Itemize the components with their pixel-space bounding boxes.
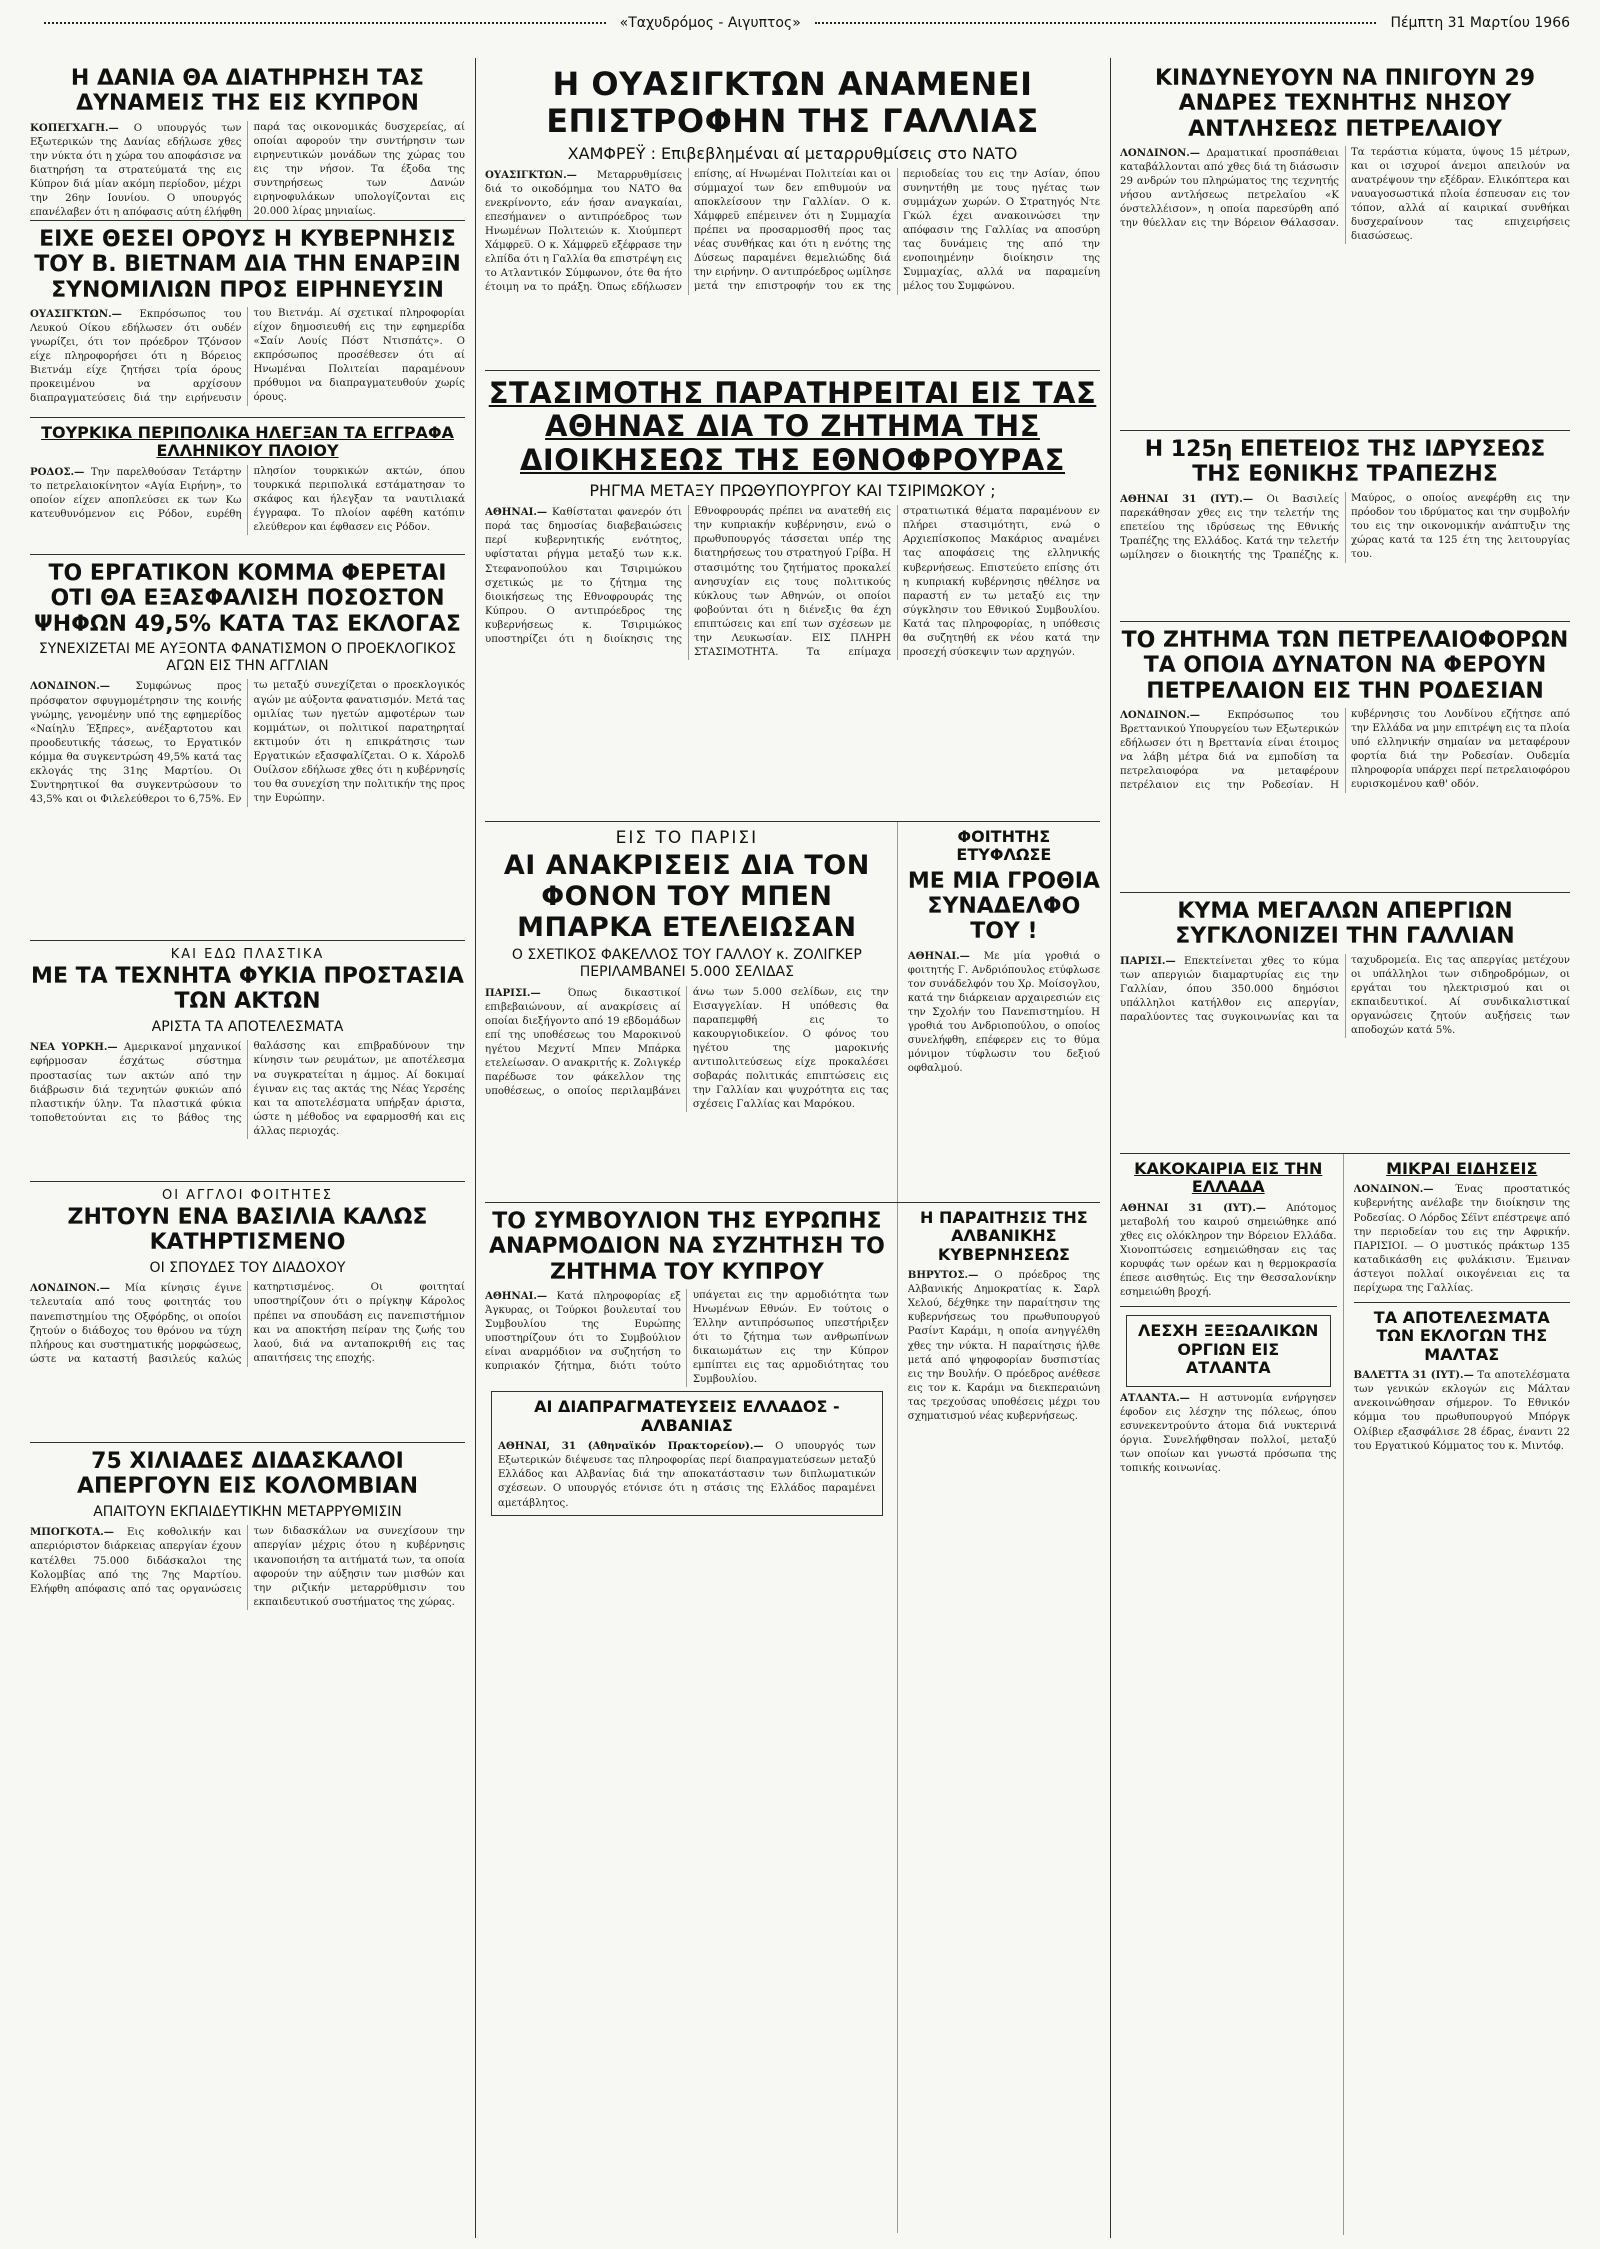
article-body [1120, 708, 1570, 793]
article-body [1120, 954, 1570, 1038]
body-text: Ο υπουργός των Εξωτερικών της Δανίας εδήλωσε χθες την νύκτα ότι η χώρα του αποφάσισε να διατηρήση τα στρατεύματά της εις Κύπρον διά μίαν ακόμη περίοδον, μέχρι την 26ην Ιουνίου. Ο υπουργός επανέλαβεν ότι η απόφασις αύτη έλήφθη παρά τας οικονομικάς δυσχερείας, αί οποίαι αφορούν την συντήρησιν των ειρηνευτικών μονάδων της χώρας του εις την νήσον. Τα έξοδα της συντηρήσεως των Δανών ειρηνοφυλάκων υπολογίζονται εις 20.000 λίρας μηνιαίως. [30, 121, 465, 219]
article-body [1120, 146, 1570, 245]
body-text: Δραματικαί προσπάθειαι καταβάλλονται από χθες διά τη διάσωσιν 29 ανδρών του πληρώματος της τεχνητής νήσου αντλήσεως πετρελαίου «Κ όνστελλέισον», η οποία παρεσύρθη από την θύελλαν εις την Βόρειον Θάλασσαν. Τα τεράστια κύματα, ύψους 15 μέτρων, και οι ισχυροί άνεμοι απειλούν να ανατρέψουν την εξέδραν. Ελικόπτερα και ναυαγοσωστικά πλοία έσπευσαν εις τον τόπον, αλλά αί καιρικαί συνθήκαι δυσχεραίνουν τας επιχειρήσεις διασώσεως. [1120, 146, 1570, 243]
body-text: Τα αποτελέσματα των γενικών εκλογών εις Μάλταν ανεκοινώθησαν σήμερον. Το Εθνικόν κόμμα του πρωθυπουργού Μπόργκ Ολίβιερ εξασφάλισε 28 έδρας, έναντι 22 του Εργατικού Κόμματος του κ. Μιντόφ. [1353, 1370, 1570, 1452]
dateline: ΑΤΛΑΝΤΑ.— [1120, 1391, 1190, 1404]
article-body [30, 307, 465, 407]
article-body [485, 505, 1100, 660]
headline: ΛΕΣΧΗ ΞΕΞΩΑΛΙΚΩΝ ΟΡΓΙΩΝ ΕΙΣ ΑΤΛΑΝΤΑ [1138, 1321, 1319, 1378]
headline: ΤΑ ΑΠΟΤΕΛΕΣΜΑΤΑ ΤΩΝ ΕΚΛΟΓΩΝ ΤΗΣ ΜΑΛΤΑΣ [1373, 1308, 1550, 1364]
article-national-bank [1120, 431, 1570, 622]
column-divider [475, 58, 476, 2238]
article-washington-france [485, 60, 1100, 371]
headline: ΑΙ ΑΝΑΚΡΙΣΕΙΣ ΔΙΑ ΤΟΝ ΦΟΝΟΝ ΤΟΥ ΜΠΕΝ ΜΠΑΡΚΑ ΕΤΕΛΕΙΩΣΑΝ [503, 850, 870, 944]
article-france-strikes [1120, 893, 1570, 1154]
article-council-of-europe [485, 1203, 898, 2233]
article-denmark-cyprus [30, 60, 465, 221]
dateline: ΟΥΑΣΙΓΚΤΩΝ.— [30, 307, 122, 320]
deck: ΡΗΓΜΑ ΜΕΤΑΞΥ ΠΡΩΘΥΠΟΥΡΓΟΥ ΚΑΙ ΤΣΙΡΙΜΩΚΟΥ ; [589, 481, 996, 501]
headline: ΜΕ ΤΑ ΤΕΧΝΗΤΑ ΦΥΚΙΑ ΠΡΟΣΤΑΣΙΑ ΤΩΝ ΑΚΤΩΝ [31, 964, 464, 1015]
dateline: ΝΕΑ ΥΟΡΚΗ.— [30, 1041, 118, 1054]
article-short-news [1354, 1154, 1571, 1303]
article-student-blinded [908, 822, 1100, 1202]
deck: ΣΥΝΕΧΙΖΕΤΑΙ ΜΕ ΑΥΞΟΝΤΑ ΦΑΝΑΤΙΣΜΟΝ Ο ΠΡΟΕΚΛΟΓΙΚΟΣ ΑΓΩΝ ΕΙΣ ΤΗΝ ΑΓΓΛΙΑΝ [38, 640, 457, 674]
body-text: Μία κίνησις έγινε τελευταία από τους φοιτητάς του πανεπιστημίου της Οξφόρδης, οι οποίοι ζητούν ο διάδοχος του θρόνου να τύχη πλήρους και συστηματικής μορφώσεως, ώστε να καταστή βασιλεύς καλώς κατηρτισμένος. Οι φοιτηταί υποστηρίζουν ότι ο πρίγκηψ Κάρολος πρέπει να σπουδάση εις πανεπιστήμιον και να αποκτήση πείραν της ζωής του λαού, διά να ανταποκριθή εις τας απαιτήσεις της εποχής. [30, 1282, 465, 1365]
sub-dateline: ΑΘΗΝΑΙ, 31 (Αθηναϊκόν Πρακτορείον).— [498, 1440, 764, 1453]
subcolumn-left [1120, 1154, 1344, 2235]
dotted-rule [44, 22, 606, 24]
article-ben-barka [485, 822, 898, 1202]
dateline: ΜΠΟΓΚΟΤΑ.— [30, 1526, 114, 1539]
article-body [1120, 492, 1570, 563]
article-labour-party [30, 555, 465, 941]
article-english-students [30, 1182, 465, 1443]
subcolumn-right [1354, 1154, 1571, 2235]
article-body [30, 1525, 465, 1609]
masthead [30, 12, 1570, 34]
headline: ΤΟΥΡΚΙΚΑ ΠΕΡΙΠΟΛΙΚΑ ΗΛΕΓΞΑΝ ΤΑ ΕΓΓΡΑΦΑ ΕΛΛΗΝΙΚΟΥ ΠΛΟΙΟΥ [41, 423, 454, 461]
masthead-title: «Ταχυδρόμος - Αιγυπτος» [619, 15, 801, 31]
deck: ΧΑΜΦΡΕΫ : Επιβεβλημέναι αί μεταρρυθμίσεις στο ΝΑΤΟ [567, 143, 1018, 163]
body-text: Καθίσταται φανερόν ότι πορά τας δημοσίας διαβεβαιώσεις περί κυβερνητικής ενότητος, υφίσταται ρήγμα μεταξύ των κ.κ. Στεφανοπούλου και Τσιριμώκου σχετικώς με το ζήτημα της διοικήσεως της Εθνοφρουράς της Κύπρου. Ο αντιπρόεδρος της κυβερνήσεως κ. Τσιριμώκος υποστηρίζει ότι η διοίκησις της Εθνοφρουράς πρέπει να ανατεθή εις την κυπριακήν κυβέρνησιν, ενώ ο πρωθυπουργός τάσσεται υπέρ της διατηρήσεως του στρατηγού Γρίβα. Η στασιμότης του ζητήματος προκαλεί ανησυχίαν εις τους πολιτικούς κύκλους των Αθηνών, οι οποίοι φοβούνται ότι η διένεξις θα έχη επιπτώσεις και επί των σχέσεων με την Λευκωσίαν. ΕΙΣ ΠΛΗΡΗ ΣΤΑΣΙΜΟΤΗΤΑ. Τα επίμαχα στρατιωτικά θέματα παραμένουν εν πλήρει στασιμότητι, ενώ ο Αρχιεπίσκοπος Μακάριος αναμένει τας αποφάσεις της ελληνικής κυβερνήσεως. Επιστεύετο επίσης ότι η κυπριακή κυβέρνησις ηθέλησε να παραστή εν τω μεταξύ εις την σύγκλησιν του Εθνικού Συμβουλίου. Κατά τας πληροφορίας, η υπόθεσις θα συζητηθή εκ νέου κατά την προσεχή σύσκεψιν των αρχηγών. [485, 506, 1100, 658]
article-malta-elections [1354, 1303, 1571, 1460]
body-text: Εις κοθολικήν και απεριόριστον διάρκειας απεργίαν έχουν κατέλθει 75.000 διδάσκαλοι της Κολομβίας από της 7ης Μαρτίου. Ελήφθη απόφασις από τας οργανώσεις των διδασκάλων να συνεχίσουν την απεργίαν μέχρις ότου η κυβέρνησις ικανοποιήση τα αιτήματά των, τα οποία αφορούν την αύξησιν των μισθών και την ριζικήν μεταρρύθμισιν του εκπαιδευτικού συστήματος της χώρας. [30, 1526, 465, 1608]
dotted-rule [815, 22, 1377, 24]
row-right-bottom [1120, 1154, 1570, 2235]
dateline: ΑΘΗΝΑΙ 31 (ΙΥΤ).— [1120, 1201, 1267, 1214]
headline: ΤΟ ΣΥΜΒΟΥΛΙΟΝ ΤΗΣ ΕΥΡΩΠΗΣ ΑΝΑΡΜΟΔΙΟΝ ΝΑ ΣΥΖΗΤΗΣΗ ΤΟ ΖΗΤΗΜΑ ΤΟΥ ΚΥΠΡΟΥ [488, 1209, 885, 1285]
article-oil-tankers-rhodesia [1120, 622, 1570, 893]
body-text: Ένας προστατικός κυβερνήτης ανέλαβε την διοίκησιν της Ροδεσίας. Ο Λόρδος Σέϊντ επέστρεψε από την περιοδείαν του εις την Αφρικήν. ΠΑΡΙΣΙΟΙ. — Ο μυστικός πράκτωρ 135 καταδικάσθη εις φυλάκισιν. Έμειναν άστεγοι πολλαί οικογένειαι εις τα περίχωρα της Γαλλίας. [1353, 1184, 1570, 1294]
row-paris-student [485, 822, 1100, 1203]
dateline: ΛΟΝΔΙΝΟΝ.— [30, 1282, 110, 1295]
article-body [1354, 1368, 1571, 1453]
article-lebanon-government [908, 1203, 1100, 2233]
dateline: ΑΘΗΝΑΙ.— [485, 506, 548, 519]
article-body [30, 1040, 465, 1139]
article-body [908, 949, 1100, 1077]
sub-article-greece-albania [491, 1391, 883, 1515]
dateline: ΛΟΝΔΙΝΟΝ.— [1120, 708, 1200, 721]
column-right [1120, 60, 1570, 2235]
article-body [1120, 1201, 1337, 1301]
dateline: ΛΟΝΔΙΝΟΝ.— [30, 680, 110, 693]
headline: ΖΗΤΟΥΝ ΕΝΑ ΒΑΣΙΛΙΑ ΚΑΛΩΣ ΚΑΤΗΡΤΙΣΜΕΝΟ [67, 1205, 428, 1256]
body-text: Ο πρόεδρος της Αλβανικής Δημοκρατίας κ. Σαρλ Χελού, δέχθηκε την παραίτησιν της κυβερνήσεως του πρωθυπουργού Ρασίντ Καράμι, η οποία ανηγγέλθη χθες την νύκτα. Η παραίτησις ήλθε μετά από ψηφοφορίαν δυσπιστίας εις την Βουλήν. Ο πρόεδρος ανέθεσε εις τον κ. Καράμι να διεκπεραιώνη τας τρεχούσας υποθέσεις μέχρι του σχηματισμού νέας κυβερνήσεως. [907, 1270, 1100, 1422]
row-council-lebanon [485, 1203, 1100, 2233]
body-text: Απότομος μεταβολή του καιρού σημειώθηκε από χθες εις ολόκληρον την Βόρειον Ελλάδα. Χιονοπτώσεις εσημειώθησαν εις τας κορυφάς των ορέων και η θερμοκρασία έπεσε αισθητώς. Εις την Θεσσαλονίκην εσημειώθη βροχή. [1120, 1202, 1337, 1299]
body-text: Συμφώνως προς πρόσφατον σφυγμομέτρησιν της κοινής γνώμης, γενομένην υπό της εφημερίδος «Ναίηλυ Έξπρες», ανέξαρτοτου και προοδευτικής τάσεως, το Εργατικόν κόμμα θα συγκεντρώση 49,5% κατά τας εκλογάς της 31ης Μαρτίου. Οι Συντηρητικοί θα συγκεντρώσουν το 43,5% και οι Φιλελεύθεροι το 6,75%. Εν τω μεταξύ συνεχίζεται ο προεκλογικός αγών με αύξοντα φανατισμόν. Μετά τας ομιλίας των ηγετών αμφοτέρων των κομμάτων, οι πολιτικοί παρατηρηταί εκτιμούν ότι η επικράτησις των Εργατικών εξασφαλίζεται. Ο κ. Χάρολδ Ουίλσον εδήλωσε χθες ότι η κυβέρνησίς του θα συνεχίση την πολιτικήν της προς την Ευρώπην. [30, 680, 465, 806]
body-text: Οι Βασιλείς παρεκάθησαν χθες εις την τελετήν της επετείου της ιδρύσεως της Εθνικής Τραπέζης της Ελλάδος. Κατά την τελετήν ωμίλησεν ο διοικητής της Τραπέζης κ. Μαύρος, ο οποίος ανεφέρθη εις την πρόοδον του ιδρύματος και την συμβολήν του εις την οικονομικήν ανάπτυξιν της χώρας κατά τα 125 έτη της λειτουργίας του. [1120, 492, 1570, 561]
dateline: ΟΥΑΣΙΓΚΤΩΝ.— [485, 168, 577, 181]
article-national-guard [485, 371, 1100, 822]
body-text: Μεταρρυθμίσεις διά το οικοδόμημα του ΝΑΤΟ θα ενεκρίνοντο, εάν ήσαν αναγκαίαι, επεσήμανεν ο αντιπρόεδρος των Ηνωμένων Πολιτειών κ. Χιούμπερτ Χάμφρεϋ. Ο κ. Χάμφρεϋ εξέφρασε την ελπίδα ότι η Γαλλία θα επιστρέψη εις το Ατλαντικόν Σύμφωνον, ότε θα ήτο έτοιμη να το πράξη. Όπως εδήλωσεν επίσης, αί Ηνωμέναι Πολιτείαι και οι σύμμαχοί των δεν επιθυμούν να αποκλείσουν την Γαλλίαν. Ο κ. Χάμφρεϋ επέμεινεν ότι η Συμμαχία πρέπει να προσαρμοσθή προς τας νέας συνθήκας και ότι η ενότης της Δύσεως παραμένει θεμελιώδης διά την ειρήνην. Ο αντιπρόεδρος ωμίλησε μετά την επιστροφήν του εκ της περιοδείας του εις την Ασίαν, όπου συνηντήθη με τους ηγέτας των συμμάχων χωρών. Ο Στρατηγός Ντε Γκώλ έχει ανακοινώσει την απόφασιν της Γαλλίας να αποσύρη τας δυνάμεις της από την ενοποιημένην διοίκησιν της Συμμαχίας, αλλά να παραμείνη μέλος του Συμφώνου. [485, 168, 1100, 294]
article-body [485, 168, 1100, 296]
dateline: ΡΟΔΟΣ.— [30, 465, 85, 478]
dateline: ΑΘΗΝΑΙ.— [485, 1289, 548, 1302]
dateline: ΑΘΗΝΑΙ 31 (ΙΥΤ).— [1120, 492, 1254, 505]
kicker: ΦΟΙΤΗΤΗΣ ΕΤΥΦΛΩΣΕ [956, 827, 1052, 865]
headline: Η ΠΑΡΑΙΤΗΣΙΣ ΤΗΣ ΑΛΒΑΝΙΚΗΣ ΚΥΒΕΡΝΗΣΕΩΣ [920, 1208, 1088, 1264]
headline: ΚΙΝΔΥΝΕΥΟΥΝ ΝΑ ΠΝΙΓΟΥΝ 29 ΑΝΔΡΕΣ ΤΕΧΝΗΤΗΣ ΝΗΣΟΥ ΑΝΤΛΗΣΕΩΣ ΠΕΤΡΕΛΑΙΟΥ [1154, 66, 1536, 142]
dateline: ΠΑΡΙΣΙ.— [485, 986, 541, 999]
dateline: ΒΑΛΕΤΤΑ 31 (ΙΥΤ).— [1353, 1369, 1474, 1382]
article-body [30, 679, 465, 807]
dateline: ΚΟΠΕΓΧΑΓΗ.— [30, 121, 119, 134]
article-atlanta-club [1120, 1307, 1337, 1482]
article-body [1120, 1391, 1337, 1476]
headline: Η 125η ΕΠΕΤΕΙΟΣ ΤΗΣ ΙΔΡΥΣΕΩΣ ΤΗΣ ΕΘΝΙΚΗΣ ΤΡΑΠΕΖΗΣ [1144, 437, 1546, 488]
body-text: Εκπρόσωπος του Βρεττανικού Υπουργείου των Εξωτερικών εδήλωσεν ότι η Βρεττανία είναι έτοιμος να λάβη μέτρα διά να εμποδίση τα πετρελαιοφόρα να μεταφέρουν πετρέλαιον εις την Ροδεσίαν. Η κυβέρνησις του Λονδίνου εζήτησε από την Ελλάδα να μην επιτρέψη εις τα πλοία υπό ελληνικήν σημαίαν να μεταφέρουν φορτία διά την Ροδεσίαν. Ουδεμία πληροφορία υπάρχει περί πετρελαιοφόρου ευρισκομένου καθ' οδόν. [1120, 708, 1570, 792]
body-text: Αμερικανοί μηχανικοί εφήρμοσαν έσχάτως σύστημα προστασίας των ακτών από την διάβρωσιν διά τεχνητών φυκιών από πλαστικήν ύλην. Τα πλαστικά φύκια τοποθετούνται εις το βάθος της θαλάσσης και επιβραδύνουν την κίνησιν των ρευμάτων, με αποτέλεσμα να συγκρατείται η άμμος. Αί δοκιμαί έγιναν εις τας ακτάς της Νέας Υερσέης και τα αποτελέσματα υπήρξαν άριστα, ώστε η μέθοδος να εφαρμοσθή και εις άλλας περιοχάς. [30, 1041, 465, 1137]
body-text: Η αστυνομία ενήργησεν έφοδον εις λέσχην της πόλεως, όπου εσυνεκεντρούντο άτομα διά νυκτερινά όργια. Συνελήφθησαν πολλοί, μεταξύ των οποίων και γνωστά πρόσωπα της τοπικής κοινωνίας. [1120, 1392, 1337, 1474]
dateline: ΛΟΝΔΙΝΟΝ.— [1353, 1183, 1434, 1196]
kicker: ΟΙ ΑΓΓΛΟΙ ΦΟΙΤΗΤΕΣ [161, 1188, 334, 1203]
kicker: ΚΑΙ ΕΔΩ ΠΛΑΣΤΙΚΑ [170, 947, 325, 962]
headline-box [1126, 1315, 1331, 1386]
deck: ΑΠΑΙΤΟΥΝ ΕΚΠΑΙΔΕΥΤΙΚΗΝ ΜΕΤΑΡΡΥΘΜΙΣΙΝ [93, 1503, 402, 1520]
body-text: Εκπρόσωπος του Λευκού Οίκου εδήλωσεν ότι ουδέν γνωρίζει, ότι τον πρόεδρον Τζόνσον είχε πληροφορήσει ότι η Βόρειος Βιετνάμ είχε ζητήσει τρία όρους προκειμένου να αρχίσουν διαπραγματεύσεις διά την ειρήνευσιν του Βιετνάμ. Αί σχετικαί πληροφορίαι είχον δημοσιευθή εις την εφημερίδα «Σαίν Λουίς Πόστ Ντισπάτς». Ο εκπρόσωπος προσέθεσεν ότι αί Ηνωμέναι Πολιτείαι παραμένουν πρόθυμοι να διαπραγματευθούν χωρίς όρους. [30, 307, 465, 405]
article-oil-rig [1120, 60, 1570, 431]
headline: ΚΥΜΑ ΜΕΓΑΛΩΝ ΑΠΕΡΓΙΩΝ ΣΥΓΚΛΟΝΙΖΕΙ ΤΗΝ ΓΑΛΛΙΑΝ [1175, 899, 1515, 950]
dateline: ΒΗΡΥΤΟΣ.— [907, 1269, 979, 1282]
headline: ΤΟ ΕΡΓΑΤΙΚΟΝ ΚΟΜΜΑ ΦΕΡΕΤΑΙ ΟΤΙ ΘΑ ΕΞΑΣΦΑΛΙΣΗ ΠΟΣΟΣΤΟΝ ΨΗΦΩΝ 49,5% ΚΑΤΑ ΤΑΣ ΕΚΛΟΓΑΣ [34, 561, 461, 637]
headline: ΚΑΚΟΚΑΙΡΙΑ ΕΙΣ ΤΗΝ ΕΛΛΑΔΑ [1134, 1159, 1323, 1197]
article-body [908, 1268, 1100, 1424]
headline: ΜΕ ΜΙΑ ΓΡΟΘΙΑ ΣΥΝΑΔΕΛΦΟ ΤΟΥ ! [907, 868, 1100, 945]
article-body [485, 986, 889, 1113]
deck: ΑΡΙΣΤΑ ΤΑ ΑΠΟΤΕΛΕΣΜΑΤΑ [151, 1018, 344, 1035]
article-plastic-seaweed [30, 941, 465, 1182]
deck: Ο ΣΧΕΤΙΚΟΣ ΦΑΚΕΛΛΟΣ ΤΟΥ ΓΑΛΛΟΥ κ. ΖΟΛΙΓΚΕΡ ΠΕΡΙΛΑΜΒΑΝΕΙ 5.000 ΣΕΛΙΔΑΣ [511, 947, 862, 980]
article-body [30, 465, 465, 535]
masthead-date: Πέμπτη 31 Μαρτίου 1966 [1390, 15, 1571, 31]
dateline: ΛΟΝΔΙΝΟΝ.— [1120, 146, 1200, 159]
column-left [30, 60, 465, 2235]
body-text: Όπως δικαστικοί επιβεβαιώνουν, αί ανακρίσεις αί οποίαι διεξήγοντο από 19 εβδομάδων επί της υποθέσεως του Μαροκινού ηγέτου Μεχντί Μπεν Μπάρκα ετελείωσαν. Ο ανακριτής κ. Ζολιγκέρ παρέδωσε τον φάκελλον της υποθέσεως, ο οποίος περιλαμβάνει άνω των 5.000 σελίδων, εις την Εισαγγελίαν. Η υπόθεσις θα παραπεμφθή εις το κακουργιοδικείον. Ο φόνος του ηγέτου της μαροκινής αντιπολιτεύσεως είχε προκαλέσει σοβαράς πολιτικάς επιπτώσεις εις την Γαλλίαν και ψυχρότητα εις τας σχέσεις Γαλλίας και Μαρόκου. [485, 986, 889, 1111]
sub-headline: ΑΙ ΔΙΑΠΡΑΓΜΑΤΕΥΣΕΙΣ ΕΛΛΑΔΟΣ - ΑΛΒΑΝΙΑΣ [534, 1397, 840, 1435]
column-center [485, 60, 1100, 2235]
article-turkish-patrols [30, 418, 465, 555]
headline: Η ΔΑΝΙΑ ΘΑ ΔΙΑΤΗΡΗΣΗ ΤΑΣ ΔΥΝΑΜΕΙΣ ΤΗΣ ΕΙΣ ΚΥΠΡΟΝ [70, 66, 425, 117]
headline: ΣΤΑΣΙΜΟΤΗΣ ΠΑΡΑΤΗΡΕΙΤΑΙ ΕΙΣ ΤΑΣ ΑΘΗΝΑΣ ΔΙΑ ΤΟ ΖΗΤΗΜΑ ΤΗΣ ΔΙΟΙΚΗΣΕΩΣ ΤΗΣ ΕΘΝΟΦΡΟΥΡΑΣ [488, 376, 1097, 477]
article-north-vietnam [30, 221, 465, 418]
article-body [1354, 1182, 1571, 1296]
sub-body-text: Ο υπουργός των Εξωτερικών διέψευσε τας πληροφορίας περί διαπραγματεύσεων μεταξύ Ελλάδος και Αλβανίας διά την αποκατάστασιν των διπλωματικών σχέσεων. Ο υπουργός ετόνισε ότι η στάσις της Ελλάδος παραμένει αμετάβλητος. [498, 1441, 876, 1509]
body-text: Με μία γροθιά ο φοιτητής Γ. Ανδριόπουλος ετύφλωσε τον συνάδελφόν του Χρ. Μοίσογλου, κατά την διάρκειαν αρχαιρεσιών εις την Σχολήν του Πανεπιστημίου. Η γροθιά του Ανδριοπούλου, ο οποίος συνελήφθη, επέφερεν εις το θύμα μόνιμον τύφλωσιν του δεξιού οφθαλμού. [907, 950, 1100, 1075]
dateline: ΠΑΡΙΣΙ.— [1120, 954, 1176, 967]
body-text: Επεκτείνεται χθες το κύμα των απεργιών διαμαρτυρίας εις την Γαλλίαν, όπου 350.000 δημόσιοι υπάλληλοι κατήλθον εις απεργίαν, παραλύοντες τας συγκοινωνίας και τα ταχυδρομεία. Εις τας απεργίας μετέχουν οι υπάλληλοι των σιδηροδρόμων, οι εργάται του ηλεκτρισμού και οι εκπαιδευτικοί. Αί συνδικαλιστικαί οργανώσεις ζητούν αυξήσεις των αποδοχών κατά 5%. [1120, 954, 1570, 1036]
headline: ΕΙΧΕ ΘΕΣΕΙ ΟΡΟΥΣ Η ΚΥΒΕΡΝΗΣΙΣ ΤΟΥ Β. ΒΙΕΤΝΑΜ ΔΙΑ ΤΗΝ ΕΝΑΡΞΙΝ ΣΥΝΟΜΙΛΙΩΝ ΠΡΟΣ ΕΙΡΗΝΕΥΣΙΝ [34, 227, 461, 303]
sub-article-body [498, 1439, 876, 1510]
article-body [30, 1281, 465, 1366]
kicker: ΕΙΣ ΤΟ ΠΑΡΙΣΙ [615, 828, 759, 848]
deck: ΟΙ ΣΠΟΥΔΕΣ ΤΟΥ ΔΙΑΔΟΧΟΥ [149, 1259, 346, 1276]
article-body [30, 121, 465, 221]
article-bad-weather [1120, 1154, 1337, 1307]
column-divider [1110, 58, 1111, 2238]
body-text: Κατά πληροφορίας εξ Άγκυρας, οι Τούρκοι βουλευταί του Συμβουλίου της Ευρώπης υποστηρίζουν ότι το Συμβούλιον είναι αναρμόδιον να συζητήση το κυπριακόν ζήτημα, διότι τούτο υπάγεται εις την αρμοδιότητα των Ηνωμένων Εθνών. Εν τούτοις ο Έλλην αντιπρόσωπος υπεστήριξεν ότι το ζήτημα των ανθρωπίνων δικαιωμάτων εις την Κύπρον εμπίπτει εις τας αρμοδιότητας του Συμβουλίου. [485, 1289, 889, 1386]
article-colombia-teachers [30, 1443, 465, 2013]
headline: ΜΙΚΡΑΙ ΕΙΔΗΣΕΙΣ [1386, 1159, 1538, 1178]
headline: 75 ΧΙΛΙΑΔΕΣ ΔΙΔΑΣΚΑΛΟΙ ΑΠΕΡΓΟΥΝ ΕΙΣ ΚΟΛΟΜΒΙΑΝ [77, 1449, 418, 1500]
headline: Η ΟΥΑΣΙΓΚΤΩΝ ΑΝΑΜΕΝΕΙ ΕΠΙΣΤΡΟΦΗΝ ΤΗΣ ΓΑΛΛΙΑΣ [546, 65, 1039, 140]
headline: ΤΟ ΖΗΤΗΜΑ ΤΩΝ ΠΕΤΡΕΛΑΙΟΦΟΡΩΝ ΤΑ ΟΠΟΙΑ ΔΥΝΑΤΟΝ ΝΑ ΦΕΡΟΥΝ ΠΕΤΡΕΛΑΙΟΝ ΕΙΣ ΤΗΝ ΡΟΔΕΣΙΑΝ [1121, 628, 1569, 704]
body-text: Την παρελθούσαν Τετάρτην το πετρελαιοκίνητον «Αγία Ειρήνη», το οποίον είχεν αποπλεύσει εκ των Κω κατευθυνόμενον εις Ρόδον, ευρέθη πλησίον τουρκικών ακτών, όπου τουρκικά περιπολικά εστάματησαν το σκάφος και ήλεγξαν τα ναυτιλιακά έγγραφα. Το πλοίον αφέθη κατόπιν ελεύθερον και έφθασεν εις Ρόδον. [30, 465, 465, 534]
dateline: ΑΘΗΝΑΙ.— [907, 949, 970, 962]
article-body [485, 1289, 889, 1388]
